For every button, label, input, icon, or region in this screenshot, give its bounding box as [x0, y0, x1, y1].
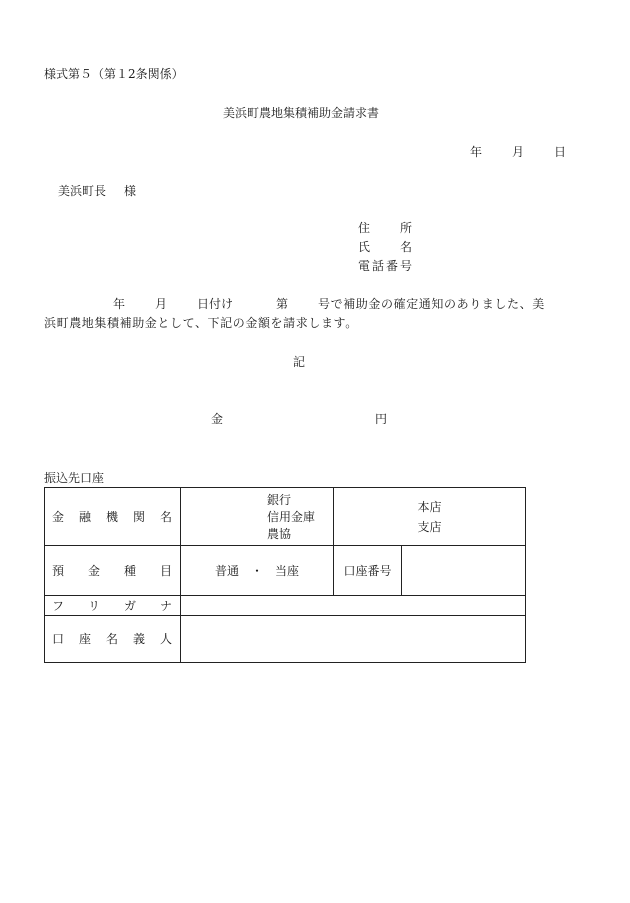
- date-month: 月: [512, 145, 525, 159]
- address-label-2: 所: [400, 221, 413, 235]
- furigana-input-cell[interactable]: [181, 596, 526, 616]
- amount-prefix: 金: [211, 412, 224, 426]
- deposit-label-cell: [45, 546, 181, 596]
- furigana-label-char: ナ: [159, 598, 172, 613]
- institution-label-char: 機: [105, 509, 118, 524]
- body-number-prefix: 第: [276, 297, 289, 311]
- name-label-1: 氏: [358, 240, 371, 254]
- deposit-row: [45, 546, 526, 596]
- name-label-2: 名: [400, 240, 413, 254]
- date-day: 日: [554, 145, 567, 159]
- phone-label: 電話番号: [358, 259, 415, 273]
- holder-label-cell: [45, 616, 181, 663]
- body-line1-rest: 号で補助金の確定通知のありました、美: [318, 297, 545, 311]
- addressee-honorific: 様: [124, 184, 137, 198]
- account-number-label-cell: [334, 546, 402, 596]
- institution-type-bank: 銀行: [267, 492, 292, 507]
- holder-input-cell[interactable]: [181, 616, 526, 663]
- branch-type-branch: 支店: [417, 519, 442, 534]
- holder-label-char: 口: [52, 632, 65, 646]
- form-number-label: 様式第５（第１2条関係）: [44, 67, 184, 81]
- note-mark: 記: [293, 355, 306, 369]
- institution-label-char: 融: [78, 509, 91, 524]
- date-year: 年: [470, 145, 483, 159]
- deposit-options-cell[interactable]: [181, 546, 334, 596]
- institution-type-agri-coop: 農協: [267, 526, 292, 541]
- body-line2: 浜町農地集積補助金として、下記の金額を請求します。: [44, 316, 358, 330]
- institution-label-char: 金: [52, 509, 65, 524]
- account-number-input-cell[interactable]: [402, 546, 526, 596]
- branch-type-main: 本店: [417, 499, 442, 514]
- institution-label-char: 名: [159, 509, 172, 524]
- holder-row: [45, 616, 526, 663]
- addressee-name: 美浜町長: [58, 184, 107, 198]
- body-day-dated: 日付け: [197, 297, 234, 311]
- deposit-label-char: 目: [159, 563, 172, 578]
- furigana-label-cell: [45, 596, 181, 616]
- amount-unit: 円: [375, 412, 388, 426]
- furigana-row: [45, 596, 526, 616]
- institution-label-char: 関: [132, 509, 145, 524]
- institution-label-cell: [45, 488, 181, 546]
- body-month: 月: [155, 297, 168, 311]
- address-label-1: 住: [358, 221, 371, 235]
- holder-label-char: 人: [159, 632, 172, 646]
- deposit-label-char: 金: [87, 563, 100, 578]
- furigana-label-char: リ: [87, 598, 100, 613]
- holder-label-char: 義: [132, 632, 145, 646]
- institution-type-cell[interactable]: [181, 488, 334, 546]
- body-year: 年: [113, 297, 126, 311]
- deposit-label-char: 預: [52, 563, 65, 578]
- furigana-label-char: フ: [52, 598, 65, 613]
- bank-caption: 振込先口座: [44, 471, 105, 485]
- account-number-label: 口座番号: [343, 563, 392, 578]
- holder-label-char: 座: [78, 632, 91, 646]
- institution-type-credit-union: 信用金庫: [267, 509, 316, 524]
- deposit-label-char: 種: [123, 563, 136, 578]
- holder-label-char: 名: [105, 632, 118, 646]
- furigana-label-char: ガ: [123, 598, 136, 613]
- deposit-options: 普通 ・ 当座: [214, 563, 299, 578]
- branch-cell[interactable]: [334, 488, 526, 546]
- institution-row: [45, 488, 526, 546]
- bank-account-table: [44, 487, 526, 663]
- document-title: 美浜町農地集積補助金請求書: [223, 106, 380, 120]
